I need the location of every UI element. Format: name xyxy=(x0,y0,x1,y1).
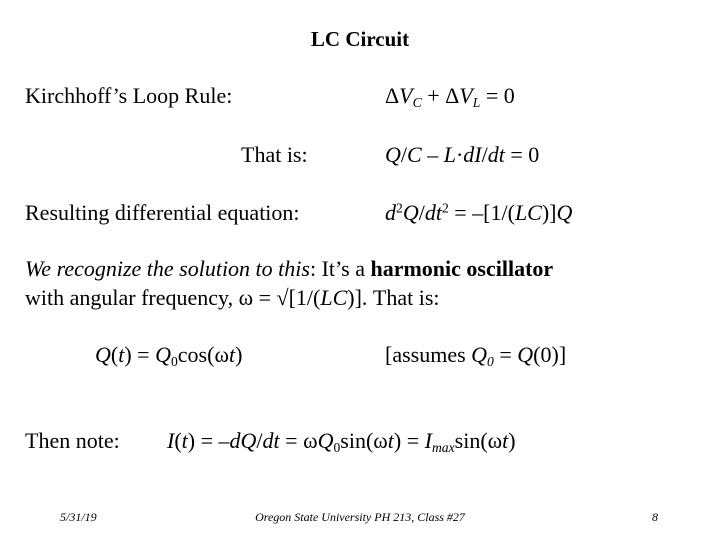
assumes-text: [assumes xyxy=(385,342,472,367)
slash: / xyxy=(418,200,425,225)
equals-bracket: = –[1/( xyxy=(448,200,515,225)
equals-zero: = 0 xyxy=(504,142,540,167)
lc-term: LC xyxy=(514,200,542,225)
time-symbol: t xyxy=(387,428,394,453)
equals-minus: = – xyxy=(195,428,230,453)
paren: ) xyxy=(508,428,516,453)
plus-sign: + xyxy=(421,83,446,108)
sin-text: sin( xyxy=(340,428,374,453)
footer-date: 5/31/19 xyxy=(60,510,97,524)
subscript-0: 0 xyxy=(487,354,494,370)
assumes-note xyxy=(385,342,566,368)
current-symbol: I xyxy=(167,428,175,453)
plain-text: with angular frequency, xyxy=(25,285,239,310)
voltage-symbol: V xyxy=(459,83,473,108)
paren: ( xyxy=(110,342,119,367)
slash: / xyxy=(256,428,263,453)
superscript-2: 2 xyxy=(396,200,403,216)
subscript-max: max xyxy=(431,440,455,456)
subscript-0: 0 xyxy=(333,440,341,456)
that-is-equation xyxy=(385,142,539,168)
dt-term: dt xyxy=(487,142,505,167)
omega-symbol: ω xyxy=(373,428,388,453)
time-symbol: t xyxy=(228,342,236,367)
d-term: d xyxy=(385,200,396,225)
close-bracket: )] xyxy=(541,200,557,225)
diffeq-label: Resulting differential equation: xyxy=(25,200,300,225)
footer-center: Oregon State University PH 213, Class #27 xyxy=(255,510,465,524)
charge-symbol: Q xyxy=(317,428,334,453)
equals-zero: = 0 xyxy=(480,83,515,108)
recognize-text: We recognize the solution to this xyxy=(25,256,310,281)
time-symbol: t xyxy=(181,428,188,453)
inductance-symbol: L xyxy=(443,142,456,167)
cos-text: cos( xyxy=(177,342,215,367)
equals-sign: = xyxy=(131,342,156,367)
paren: (0)] xyxy=(533,342,567,367)
sin-text: sin( xyxy=(454,428,488,453)
delta-symbol: Δ xyxy=(385,83,400,108)
subscript-l: L xyxy=(472,95,481,111)
plain-text: [1/( xyxy=(288,285,321,310)
lc-term: LC xyxy=(320,285,348,310)
diffeq-equation xyxy=(385,200,572,226)
charge-symbol: Q xyxy=(155,342,171,367)
subscript-c: C xyxy=(412,95,422,111)
dot: · xyxy=(455,142,464,167)
slash: / xyxy=(400,142,408,167)
sqrt-symbol: √ xyxy=(276,285,289,310)
paren: ) xyxy=(187,428,196,453)
equals-sign: = xyxy=(279,428,304,453)
paren: ) xyxy=(393,428,402,453)
solution-equation xyxy=(95,342,242,368)
charge-symbol: Q xyxy=(402,200,419,225)
kirchhoff-equation xyxy=(385,83,515,109)
paren: ) xyxy=(235,342,243,367)
time-symbol: t xyxy=(502,428,509,453)
paren: ( xyxy=(174,428,182,453)
harmonic-oscillator-text: harmonic oscillator xyxy=(370,256,554,281)
page-title: LC Circuit xyxy=(310,27,410,51)
charge-symbol: Q xyxy=(471,342,488,367)
equals-sign: = xyxy=(493,342,518,367)
omega-symbol: ω xyxy=(303,428,318,453)
plain-text: = xyxy=(253,285,277,310)
di-term: dI xyxy=(463,142,482,167)
charge-symbol: Q xyxy=(517,342,534,367)
charge-symbol: Q xyxy=(95,342,111,367)
plain-text: )]. That is: xyxy=(347,285,440,310)
omega-symbol: ω xyxy=(214,342,229,367)
dq-term: dQ xyxy=(229,428,257,453)
voltage-symbol: V xyxy=(399,83,413,108)
dt-term: dt xyxy=(262,428,280,453)
subscript-0: 0 xyxy=(170,354,178,370)
minus-sign: – xyxy=(421,142,444,167)
paragraph-line-1 xyxy=(25,256,553,282)
omega-symbol: ω xyxy=(487,428,503,453)
charge-symbol: Q xyxy=(385,142,401,167)
delta-symbol: Δ xyxy=(445,83,460,108)
plain-text: : It’s a xyxy=(309,256,371,281)
kirchhoff-label: Kirchhoff’s Loop Rule: xyxy=(25,83,233,108)
paragraph-line-2 xyxy=(25,285,440,311)
current-symbol: I xyxy=(424,428,432,453)
superscript-2: 2 xyxy=(441,200,449,216)
that-is-label: That is: xyxy=(241,142,308,167)
capacitance-symbol: C xyxy=(407,142,422,167)
paren: ) xyxy=(124,342,132,367)
dt-term: dt xyxy=(424,200,442,225)
slash: / xyxy=(481,142,488,167)
charge-symbol: Q xyxy=(556,200,573,225)
equals-sign: = xyxy=(401,428,425,453)
time-symbol: t xyxy=(118,342,125,367)
omega-symbol: ω xyxy=(238,285,254,310)
then-note-label: Then note: xyxy=(25,428,120,453)
current-equation xyxy=(167,428,516,454)
footer-page-number: 8 xyxy=(652,510,658,524)
